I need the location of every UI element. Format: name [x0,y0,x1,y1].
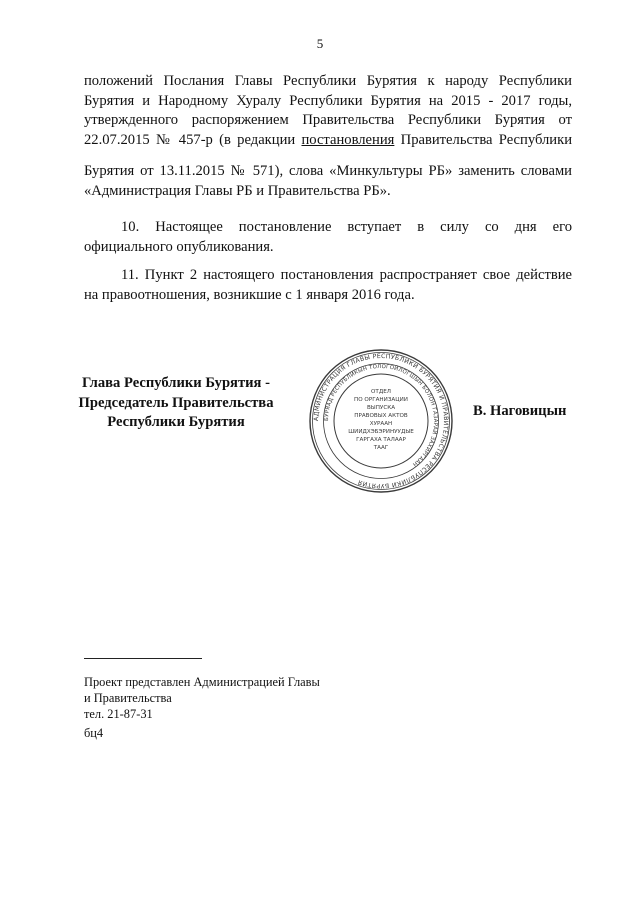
footnote [84,674,320,723]
signatory-title-line: Глава Республики Бурятия - [82,375,270,391]
signatory-title-line: Председатель Правительства [78,394,274,411]
paragraph-10 [84,218,572,257]
paragraph-line: «Администрация Главы РБ и Правительства РБ». [84,182,391,199]
paragraph-line: 10. Настоящее постановление вступает в силу со дня его [121,219,572,235]
page-number: 5 [316,36,324,51]
seal-center-line: ОТДЕЛ [371,389,391,395]
paragraph-line [84,131,572,151]
seal-center-line: ХУРААН [369,421,393,427]
paragraph-line: на правоотношения, возникшие с 1 января 2016 года. [84,286,415,303]
signatory-name: В. Наговицын [473,403,567,419]
paragraph-intro-continued [84,162,572,201]
seal-center-line: ТААГ [373,445,389,451]
footnote-line: Проект представлен Администрацией Главы [84,675,320,689]
paragraph-line: утвержденного распоряжением Правительства Республики Бурятия от [84,112,572,129]
paragraph-line: официального опубликования. [84,238,274,255]
footnote-phone: тел. 21-87-31 [84,707,153,722]
document-code: бц4 [84,726,104,740]
footnote-line: и Правительства [84,691,172,706]
paragraph-line: положений Послания Главы Республики Бурятия к народу Республики [84,73,572,89]
signatory-title [60,374,292,433]
paragraph-line: Бурятия от 13.11.2015 № 571), слова «Минкультуры РБ» заменить словами [84,163,572,179]
text-fragment: Правительства Республики [394,131,572,148]
signatory-title-line: Республики Бурятия [107,414,245,431]
seal-outer-ring-path: АДМИНИСТРАЦИЯ ГЛАВЫ РЕСПУБЛИКИ БУРЯТИЯ И ПРАВИТЕЛЬСТВА РЕСПУБЛИКИ БУРЯТИЯ [312,352,450,490]
seal-center-line: ШИИДХЭБЭРИНУУДЫЕ [348,429,414,435]
official-seal-stamp [308,348,454,494]
seal-center-text [348,389,414,451]
text-fragment: 22.07.2015 № 457-р (в редакции [84,131,302,148]
seal-center-line: ПРАВОВЫХ АКТОВ [354,413,408,419]
paragraph-11 [84,266,572,305]
seal-center-line: ГАРГАХА ТАЛААР [356,437,406,443]
footnote-divider [84,658,202,659]
paragraph-line: 11. Пункт 2 настоящего постановления распространяет свое действие [121,267,572,283]
paragraph-line: Бурятия и Народному Хуралу Республики Бурятия на 2015 - 2017 годы, [84,92,572,109]
seal-inner-ring-path: БУРЯАД РЕСПУБЛИКЫН ТОЛОГОЙЛОГШЫН БОЛОН ГАЗАРАЙ ЗАХИРГААН [323,363,439,468]
seal-center-line: ВЫПУСКА [366,405,396,411]
paragraph-intro [84,72,572,150]
seal-center-line: ПО ОРГАНИЗАЦИИ [354,397,408,403]
resolution-link[interactable]: постановления [301,131,395,148]
